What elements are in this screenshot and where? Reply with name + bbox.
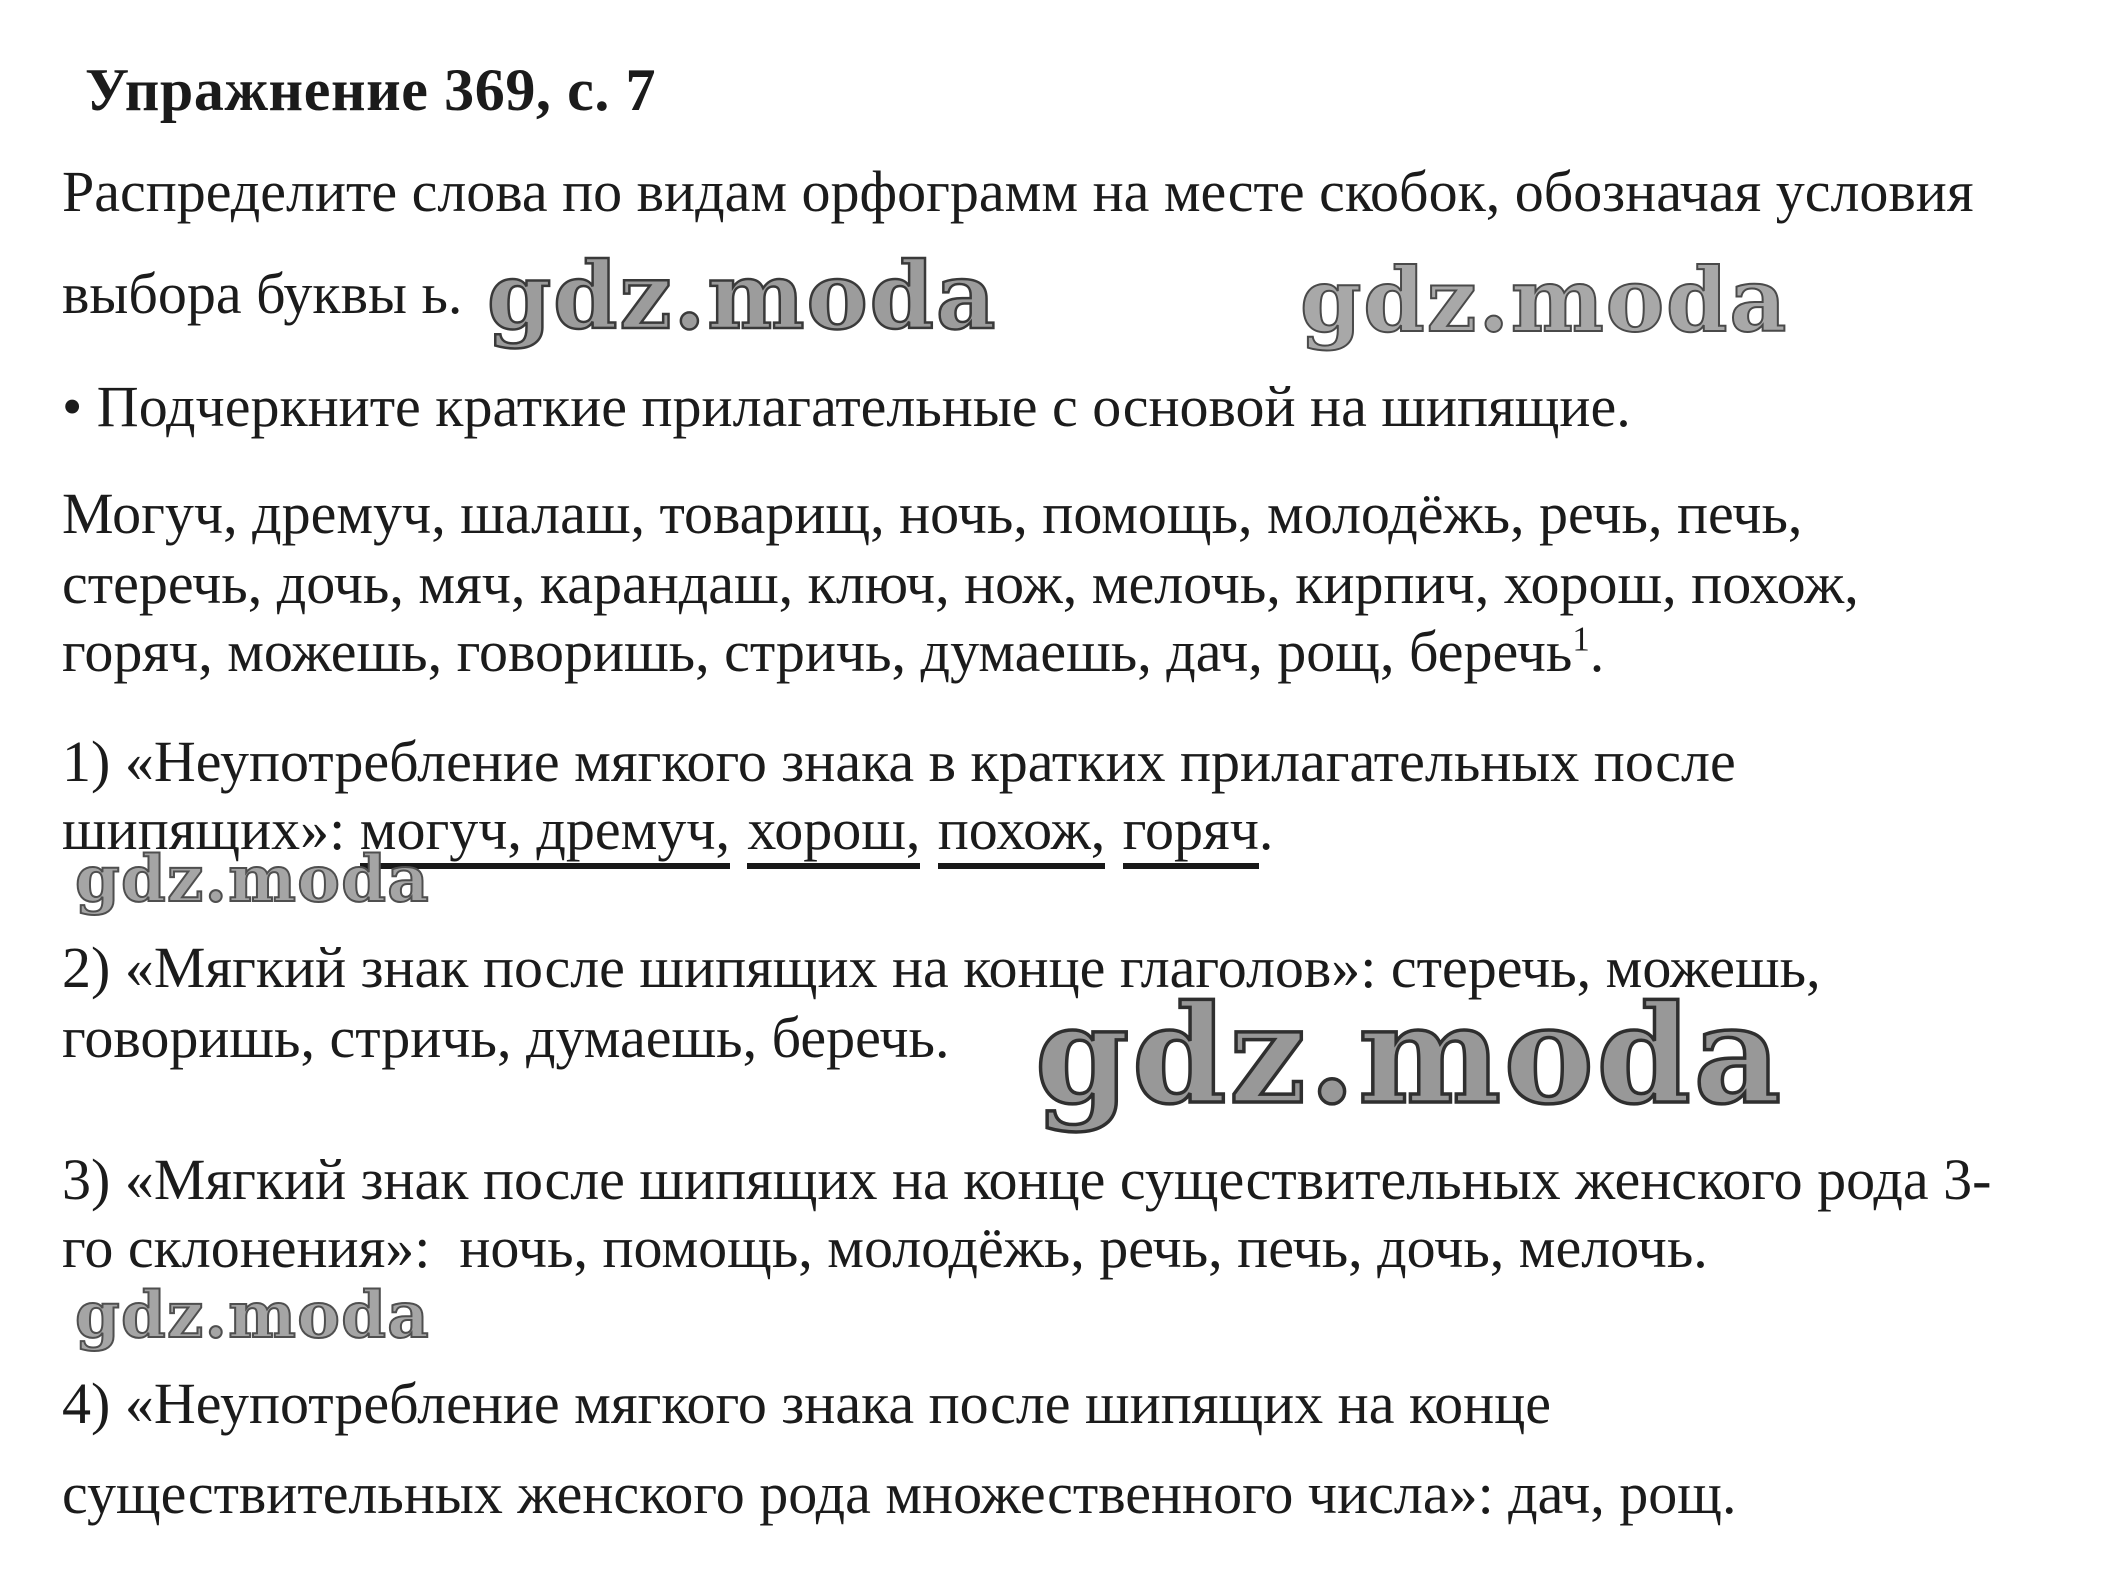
answer-1-prefix: шипящих»: (62, 797, 360, 862)
watermark-small-1: gdz.moda (75, 842, 430, 917)
footnote-mark: 1 (1572, 619, 1590, 659)
answer-1-line-1: 1) «Неупотребление мягкого знака в кратких прилагательных после (62, 729, 1736, 794)
answer-4-line-1: 4) «Неупотребление мягкого знака после шипящих на конце (62, 1371, 1551, 1436)
underlined-word: хорош, (747, 797, 920, 869)
task-text-line-2: выбора буквы ь. (62, 261, 463, 326)
page-title: Упражнение 369, с. 7 (85, 57, 657, 123)
underlined-word: могуч, дремуч, (360, 797, 730, 869)
answer-2-line-2: говоришь, стричь, думаешь, беречь. (62, 1005, 950, 1070)
watermark-small-2: gdz.moda (75, 1278, 430, 1353)
underlined-word: похож, (938, 797, 1106, 869)
word-list-line-3 (62, 620, 1604, 684)
answer-1-period: . (1258, 797, 1274, 862)
answer-4-line-2: существительных женского рода множественного числа»: дач, рощ. (62, 1461, 1737, 1526)
word-list-line-3-period: . (1589, 619, 1605, 684)
bullet-instruction: • Подчеркните краткие прилагательные с основой на шипящие. (62, 374, 1631, 439)
task-text-line-1: Распределите слова по видам орфограмм на месте скобок, обозначая условия (62, 159, 1974, 224)
underlined-word: горяч (1123, 797, 1259, 869)
watermark-inline: gdz.moda (487, 242, 998, 350)
watermark-right: gdz.moda (1300, 248, 1789, 352)
word-list-line-3-text: горяч, можешь, говоришь, стричь, думаешь, дач, рощ, беречь (62, 619, 1573, 684)
answer-3-line-1: 3) «Мягкий знак после шипящих на конце существительных женского рода 3- (62, 1147, 1992, 1212)
word-list-line-2: стеречь, дочь, мяч, карандаш, ключ, нож, мелочь, кирпич, хорош, похож, (62, 551, 1859, 616)
answer-2-line-1: 2) «Мягкий знак после шипящих на конце глаголов»: стеречь, можешь, (62, 935, 1821, 1000)
watermark-big: gdz.moda (1035, 975, 1784, 1134)
answer-3-line-2: го склонения»: ночь, помощь, молодёжь, речь, печь, дочь, мелочь. (62, 1215, 1708, 1280)
word-list-line-1: Могуч, дремуч, шалаш, товарищ, ночь, помощь, молодёжь, речь, печь, (62, 481, 1803, 546)
